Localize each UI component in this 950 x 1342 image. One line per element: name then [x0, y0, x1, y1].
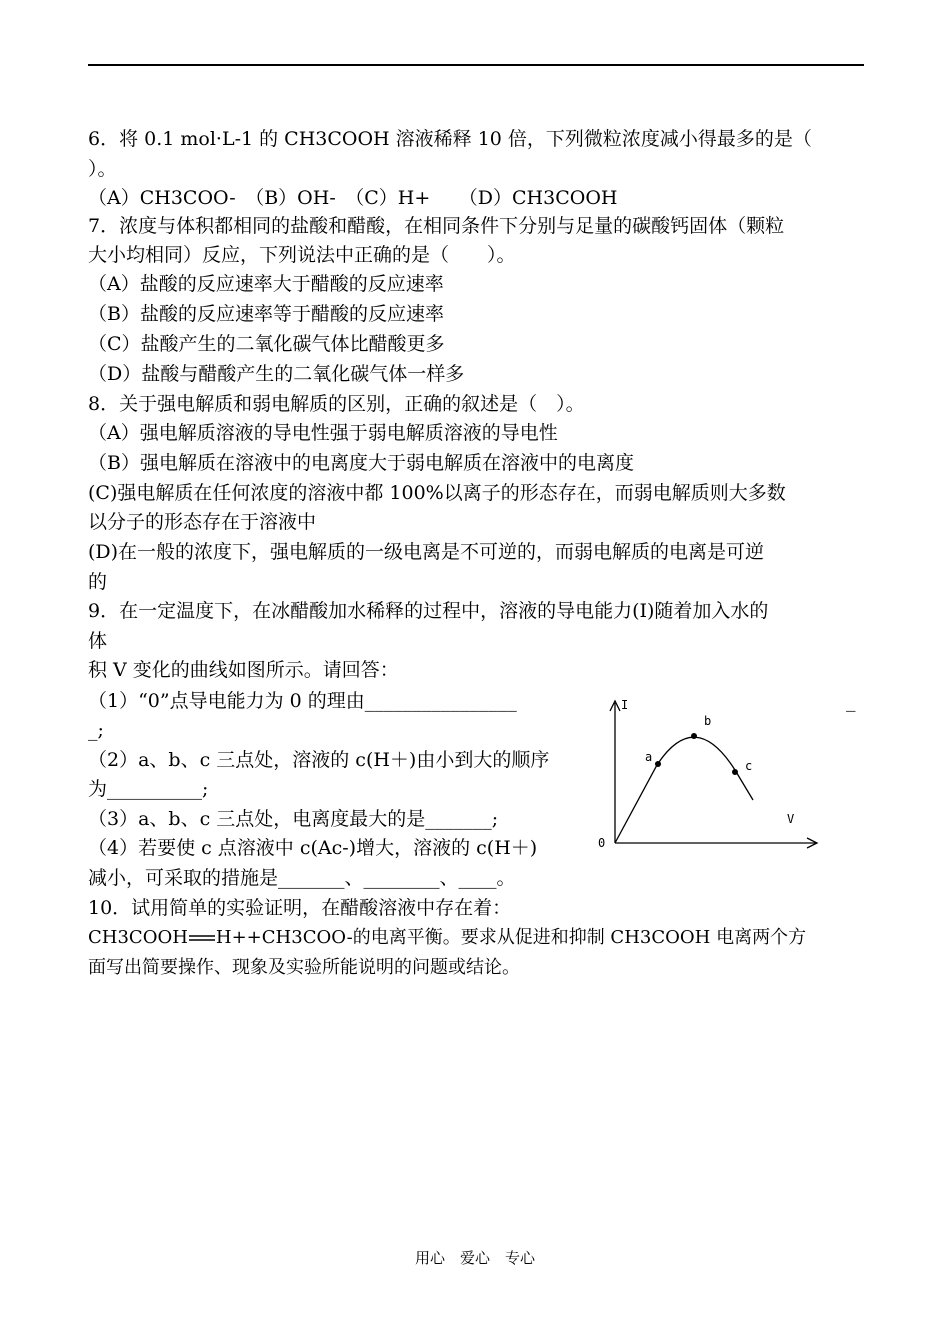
q9-sub1-tail: _ — [846, 690, 856, 712]
q8-option-d: (D)在一般的浓度下，强电解质的一级电离是不可逆的，而弱电解质的电离是可逆 — [88, 541, 765, 563]
q9-sub2: （2）a、b、c 三点处，溶液的 c(H＋)由小到大的顺序 — [88, 749, 550, 771]
x-axis-label: V — [787, 812, 795, 826]
q9-sub4: （4）若要使 c 点溶液中 c(Ac-)增大，溶液的 c(H＋) — [88, 837, 538, 859]
q9-stem-cont2: 积 V 变化的曲线如图所示。请回答： — [88, 659, 399, 681]
q7-option-b: （B）盐酸的反应速率等于醋酸的反应速率 — [88, 303, 444, 325]
conductivity-curve-figure — [595, 695, 835, 865]
q8-option-b: （B）强电解质在溶液中的电离度大于弱电解质在溶液中的电离度 — [88, 452, 634, 474]
q10-equation-line — [88, 926, 806, 950]
q9-sub1-cont: _; — [88, 719, 104, 741]
q8-option-d-cont: 的 — [88, 571, 108, 593]
q10-equation-left: CH3COOH — [88, 927, 188, 948]
q9-stem: 9．在一定温度下，在冰醋酸加水稀释的过程中，溶液的导电能力(I)随着加入水的 — [88, 600, 769, 622]
equilibrium-arrow-icon — [188, 933, 216, 943]
point-b — [691, 733, 697, 739]
q9-sub4-cont: 减小，可采取的措施是_______、________、____。 — [88, 867, 516, 889]
q7-option-d: （D）盐酸与醋酸产生的二氧化碳气体一样多 — [88, 363, 465, 385]
point-a-label: a — [645, 750, 653, 764]
q10-equation-right: H++CH3COO-的电离平衡。要求从促进和抑制 CH3COOH 电离两个方 — [215, 927, 807, 948]
q9-sub3: （3）a、b、c 三点处，电离度最大的是_______; — [88, 808, 499, 830]
q10-stem: 10．试用简单的实验证明，在醋酸溶液中存在着： — [88, 897, 512, 919]
q6-stem: 6．将 0.1 mol·L-1 的 CH3COOH 溶液稀释 10 倍，下列微粒浓度减小得最多的是（ — [88, 128, 812, 150]
q7-stem-cont: 大小均相同）反应，下列说法中正确的是（ ）。 — [88, 244, 516, 266]
q6-stem-cont: ）。 — [88, 158, 117, 180]
q7-option-a: （A）盐酸的反应速率大于醋酸的反应速率 — [88, 273, 444, 295]
q8-option-c: (C)强电解质在任何浓度的溶液中都 100%以离子的形态存在，而弱电解质则大多数 — [88, 482, 786, 504]
conductivity-curve — [615, 737, 753, 843]
q7-option-c: （C）盐酸产生的二氧化碳气体比醋酸更多 — [88, 333, 445, 355]
header-rule — [88, 64, 864, 66]
q9-stem-cont: 体 — [88, 630, 108, 652]
origin-label: 0 — [598, 836, 606, 850]
q9-sub1: （1）“0”点导电能力为 0 的理由________________ — [88, 690, 517, 712]
q8-option-a: （A）强电解质溶液的导电性强于弱电解质溶液的导电性 — [88, 422, 558, 444]
q7-stem: 7．浓度与体积都相同的盐酸和醋酸，在相同条件下分别与足量的碳酸钙固体（颗粒 — [88, 215, 785, 237]
point-b-label: b — [704, 714, 712, 728]
point-c-label: c — [745, 759, 753, 773]
point-a — [655, 761, 661, 767]
q8-option-c-cont: 以分子的形态存在于溶液中 — [88, 511, 317, 533]
q9-sub2-cont: 为__________; — [88, 778, 209, 800]
q6-options: （A）CH3COO- （B）OH- （C）H+ （D）CH3COOH — [88, 187, 618, 209]
y-axis-label: I — [621, 698, 629, 712]
q10-stem-cont: 面写出简要操作、现象及实验所能说明的问题或结论。 — [88, 957, 520, 978]
point-c — [732, 769, 738, 775]
q8-stem: 8．关于强电解质和弱电解质的区别，正确的叙述是（ ）。 — [88, 393, 585, 415]
page-footer: 用心 爱心 专心 — [414, 1249, 535, 1267]
